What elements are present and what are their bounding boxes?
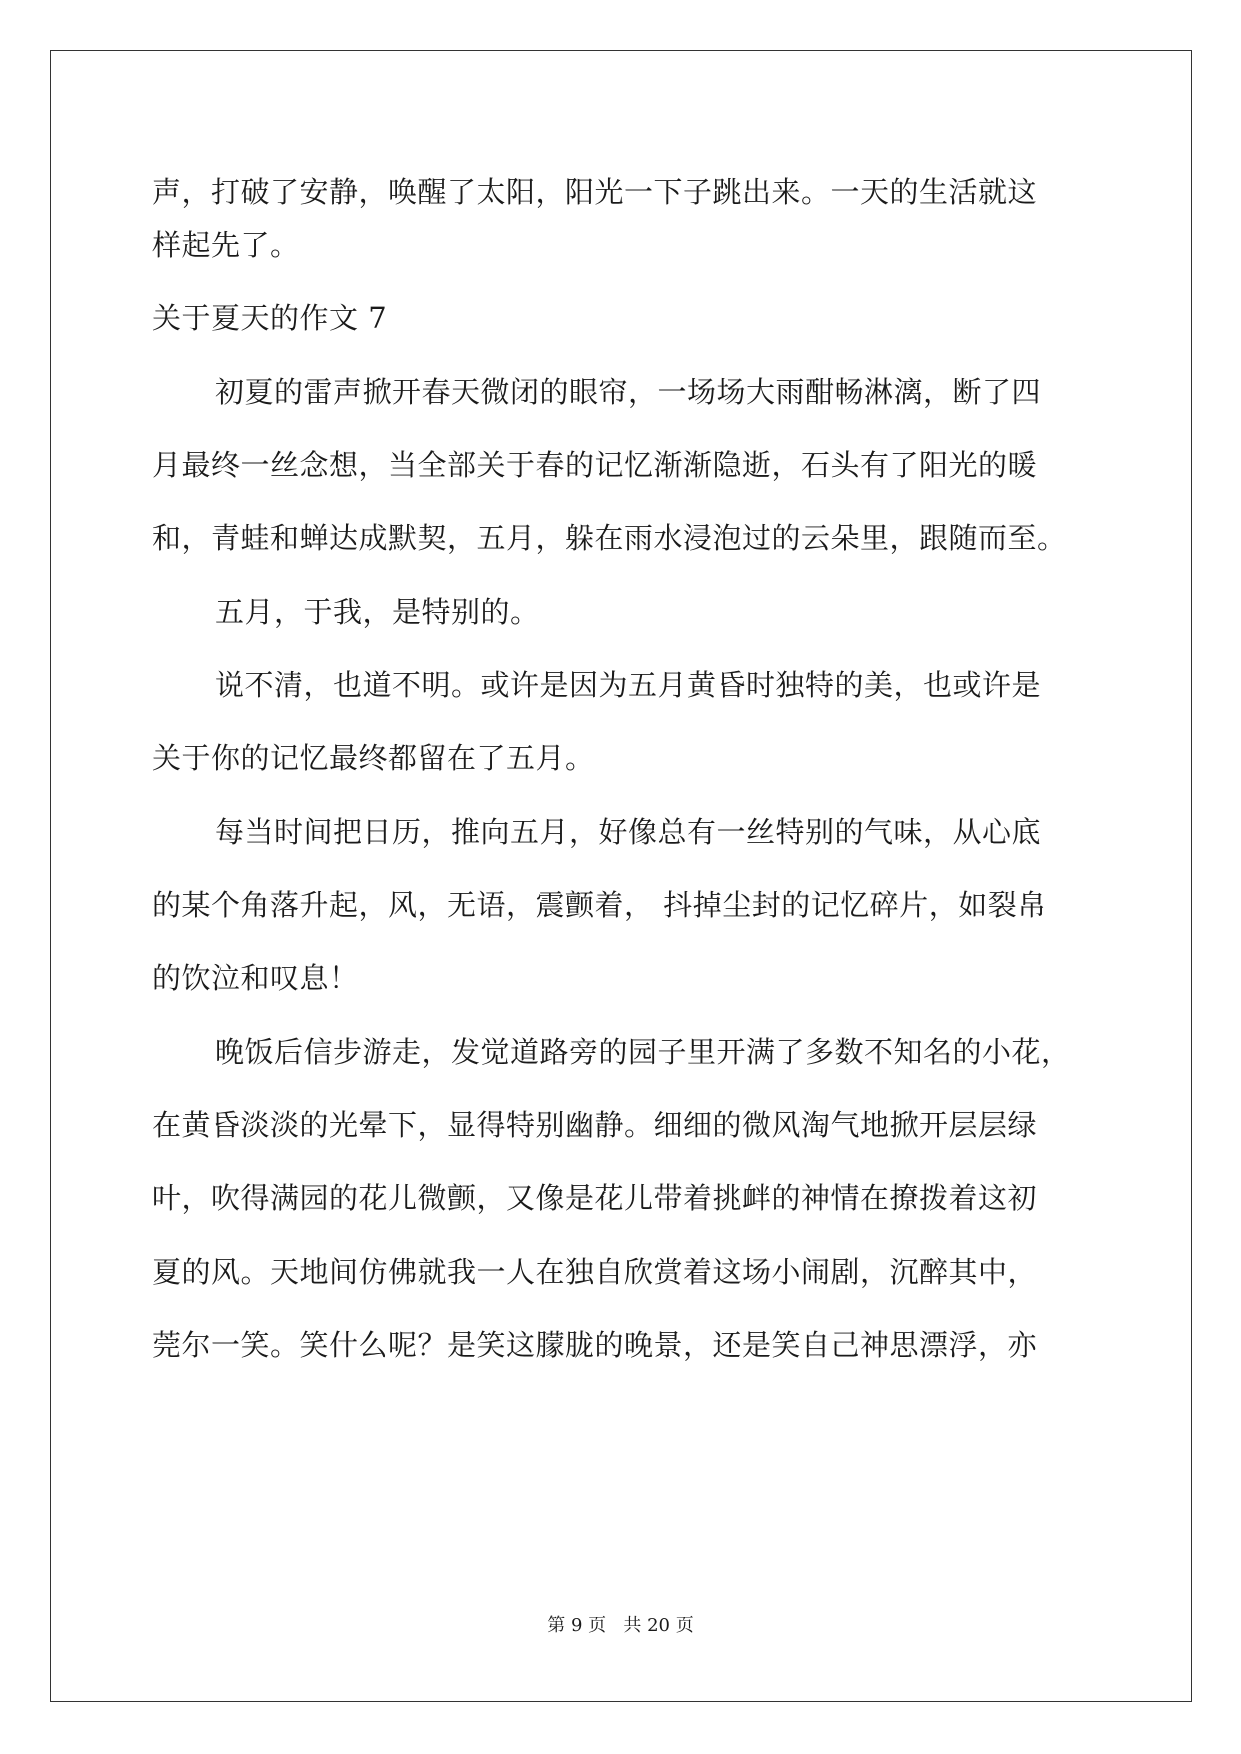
text-line: 关于你的记忆最终都留在了五月。 [152, 741, 595, 775]
text-line: 五月，于我，是特别的。 [215, 595, 540, 629]
text-line: 声，打破了安静，唤醒了太阳，阳光一下子跳出来。一天的生活就这 [152, 175, 1038, 209]
text-line: 月最终一丝念想，当全部关于春的记忆渐渐隐逝，石头有了阳光的暖 [152, 448, 1038, 482]
text-line: 的饮泣和叹息！ [152, 961, 359, 995]
text-line: 和，青蛙和蝉达成默契，五月，躲在雨水浸泡过的云朵里，跟随而至。 [152, 521, 1067, 555]
text-line: 莞尔一笑。笑什么呢？是笑这朦胧的晚景，还是笑自己神思漂浮，亦 [152, 1328, 1038, 1362]
text-line: 初夏的雷声掀开春天微闭的眼帘，一场场大雨酣畅淋漓，断了四 [215, 375, 1042, 409]
section-heading: 关于夏天的作文 7 [152, 301, 388, 335]
text-line: 在黄昏淡淡的光晕下，显得特别幽静。细细的微风淘气地掀开层层绿 [152, 1108, 1038, 1142]
text-line: 叶，吹得满园的花儿微颤，又像是花儿带着挑衅的神情在撩拨着这初 [152, 1181, 1038, 1215]
text-line: 每当时间把日历，推向五月，好像总有一丝特别的气味，从心底 [215, 815, 1042, 849]
page-number-footer: 第 9 页 共 20 页 [547, 1615, 694, 1636]
text-line: 的某个角落升起，风，无语，震颤着， 抖掉尘封的记忆碎片，如裂帛 [152, 888, 1047, 922]
text-line: 晚饭后信步游走，发觉道路旁的园子里开满了多数不知名的小花， [215, 1035, 1071, 1069]
text-line: 夏的风。天地间仿佛就我一人在独自欣赏着这场小闹剧，沉醉其中， [152, 1255, 1038, 1289]
text-line: 样起先了。 [152, 228, 300, 262]
text-line: 说不清，也道不明。或许是因为五月黄昏时独特的美，也或许是 [215, 668, 1042, 702]
